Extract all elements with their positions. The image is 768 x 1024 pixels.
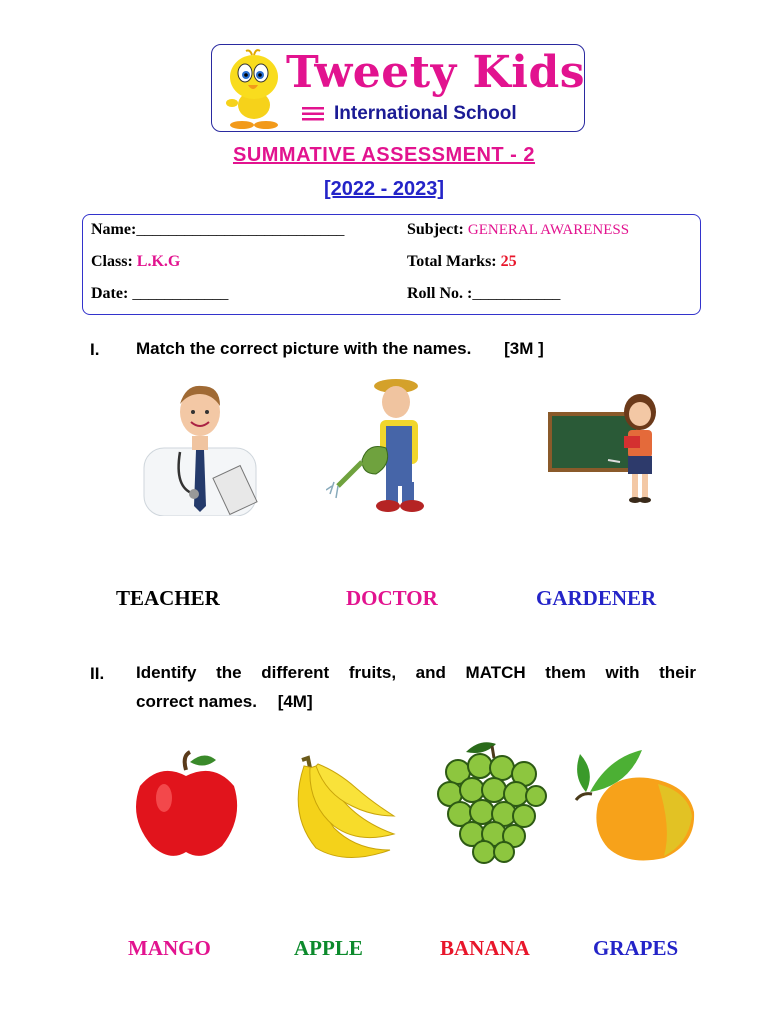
word-apple: APPLE (294, 936, 363, 960)
name-blank[interactable]: __________________________ (136, 221, 345, 238)
brand-name: Tweety Kids (286, 47, 585, 98)
question-1-marks: [3M ] (504, 339, 544, 358)
subject-value: GENERAL AWARENESS (467, 222, 630, 238)
subject-row (407, 221, 629, 239)
gardener-picture (326, 378, 454, 514)
question-2-line2 (136, 687, 696, 716)
date-label: Date: (91, 285, 129, 302)
marks-value: 25 (500, 253, 517, 270)
doctor-picture (136, 378, 264, 516)
roll-label: Roll No. : (407, 285, 473, 302)
teacher-picture (548, 390, 672, 506)
name-row (91, 221, 344, 239)
mango-picture (568, 748, 698, 864)
marks-label: Total Marks: (407, 253, 497, 270)
assessment-title: SUMMATIVE ASSESSMENT - 2 (232, 144, 536, 166)
question-2-prompt-end: correct names. (136, 692, 257, 711)
question-1-prompt: Match the correct picture with the names. (136, 339, 472, 358)
word-mango: MANGO (128, 936, 211, 960)
question-2-text (136, 658, 696, 716)
apple-picture (130, 748, 244, 862)
brand-subtitle: International School (334, 103, 517, 124)
grapes-picture (436, 738, 548, 866)
school-logo (211, 44, 585, 132)
subject-label: Subject: (407, 221, 464, 238)
assessment-year: [2022 - 2023] (323, 178, 445, 200)
banana-picture (286, 754, 398, 866)
word-doctor: DOCTOR (346, 586, 438, 610)
word-grapes: GRAPES (593, 936, 679, 960)
student-info-box (82, 214, 701, 315)
question-1-text (136, 334, 544, 363)
word-banana: BANANA (440, 936, 530, 960)
question-2-marks: [4M] (277, 692, 313, 711)
word-teacher: TEACHER (116, 586, 220, 610)
date-blank[interactable]: ____________ (132, 285, 229, 302)
name-label: Name: (91, 221, 137, 238)
decorative-lines-icon (302, 107, 324, 121)
date-row (91, 285, 228, 303)
roll-blank[interactable]: ___________ (472, 285, 561, 302)
question-1-number: I. (90, 340, 100, 359)
question-2-line1: Identify the different fruits, and MATCH them with their (136, 663, 696, 682)
question-2-number: II. (90, 664, 105, 683)
tweety-mascot-icon (218, 49, 292, 129)
marks-row (407, 253, 517, 271)
word-gardener: GARDENER (536, 586, 657, 610)
class-value: L.K.G (136, 253, 181, 270)
class-label: Class: (91, 253, 133, 270)
class-row (91, 253, 180, 271)
roll-row (407, 285, 560, 303)
